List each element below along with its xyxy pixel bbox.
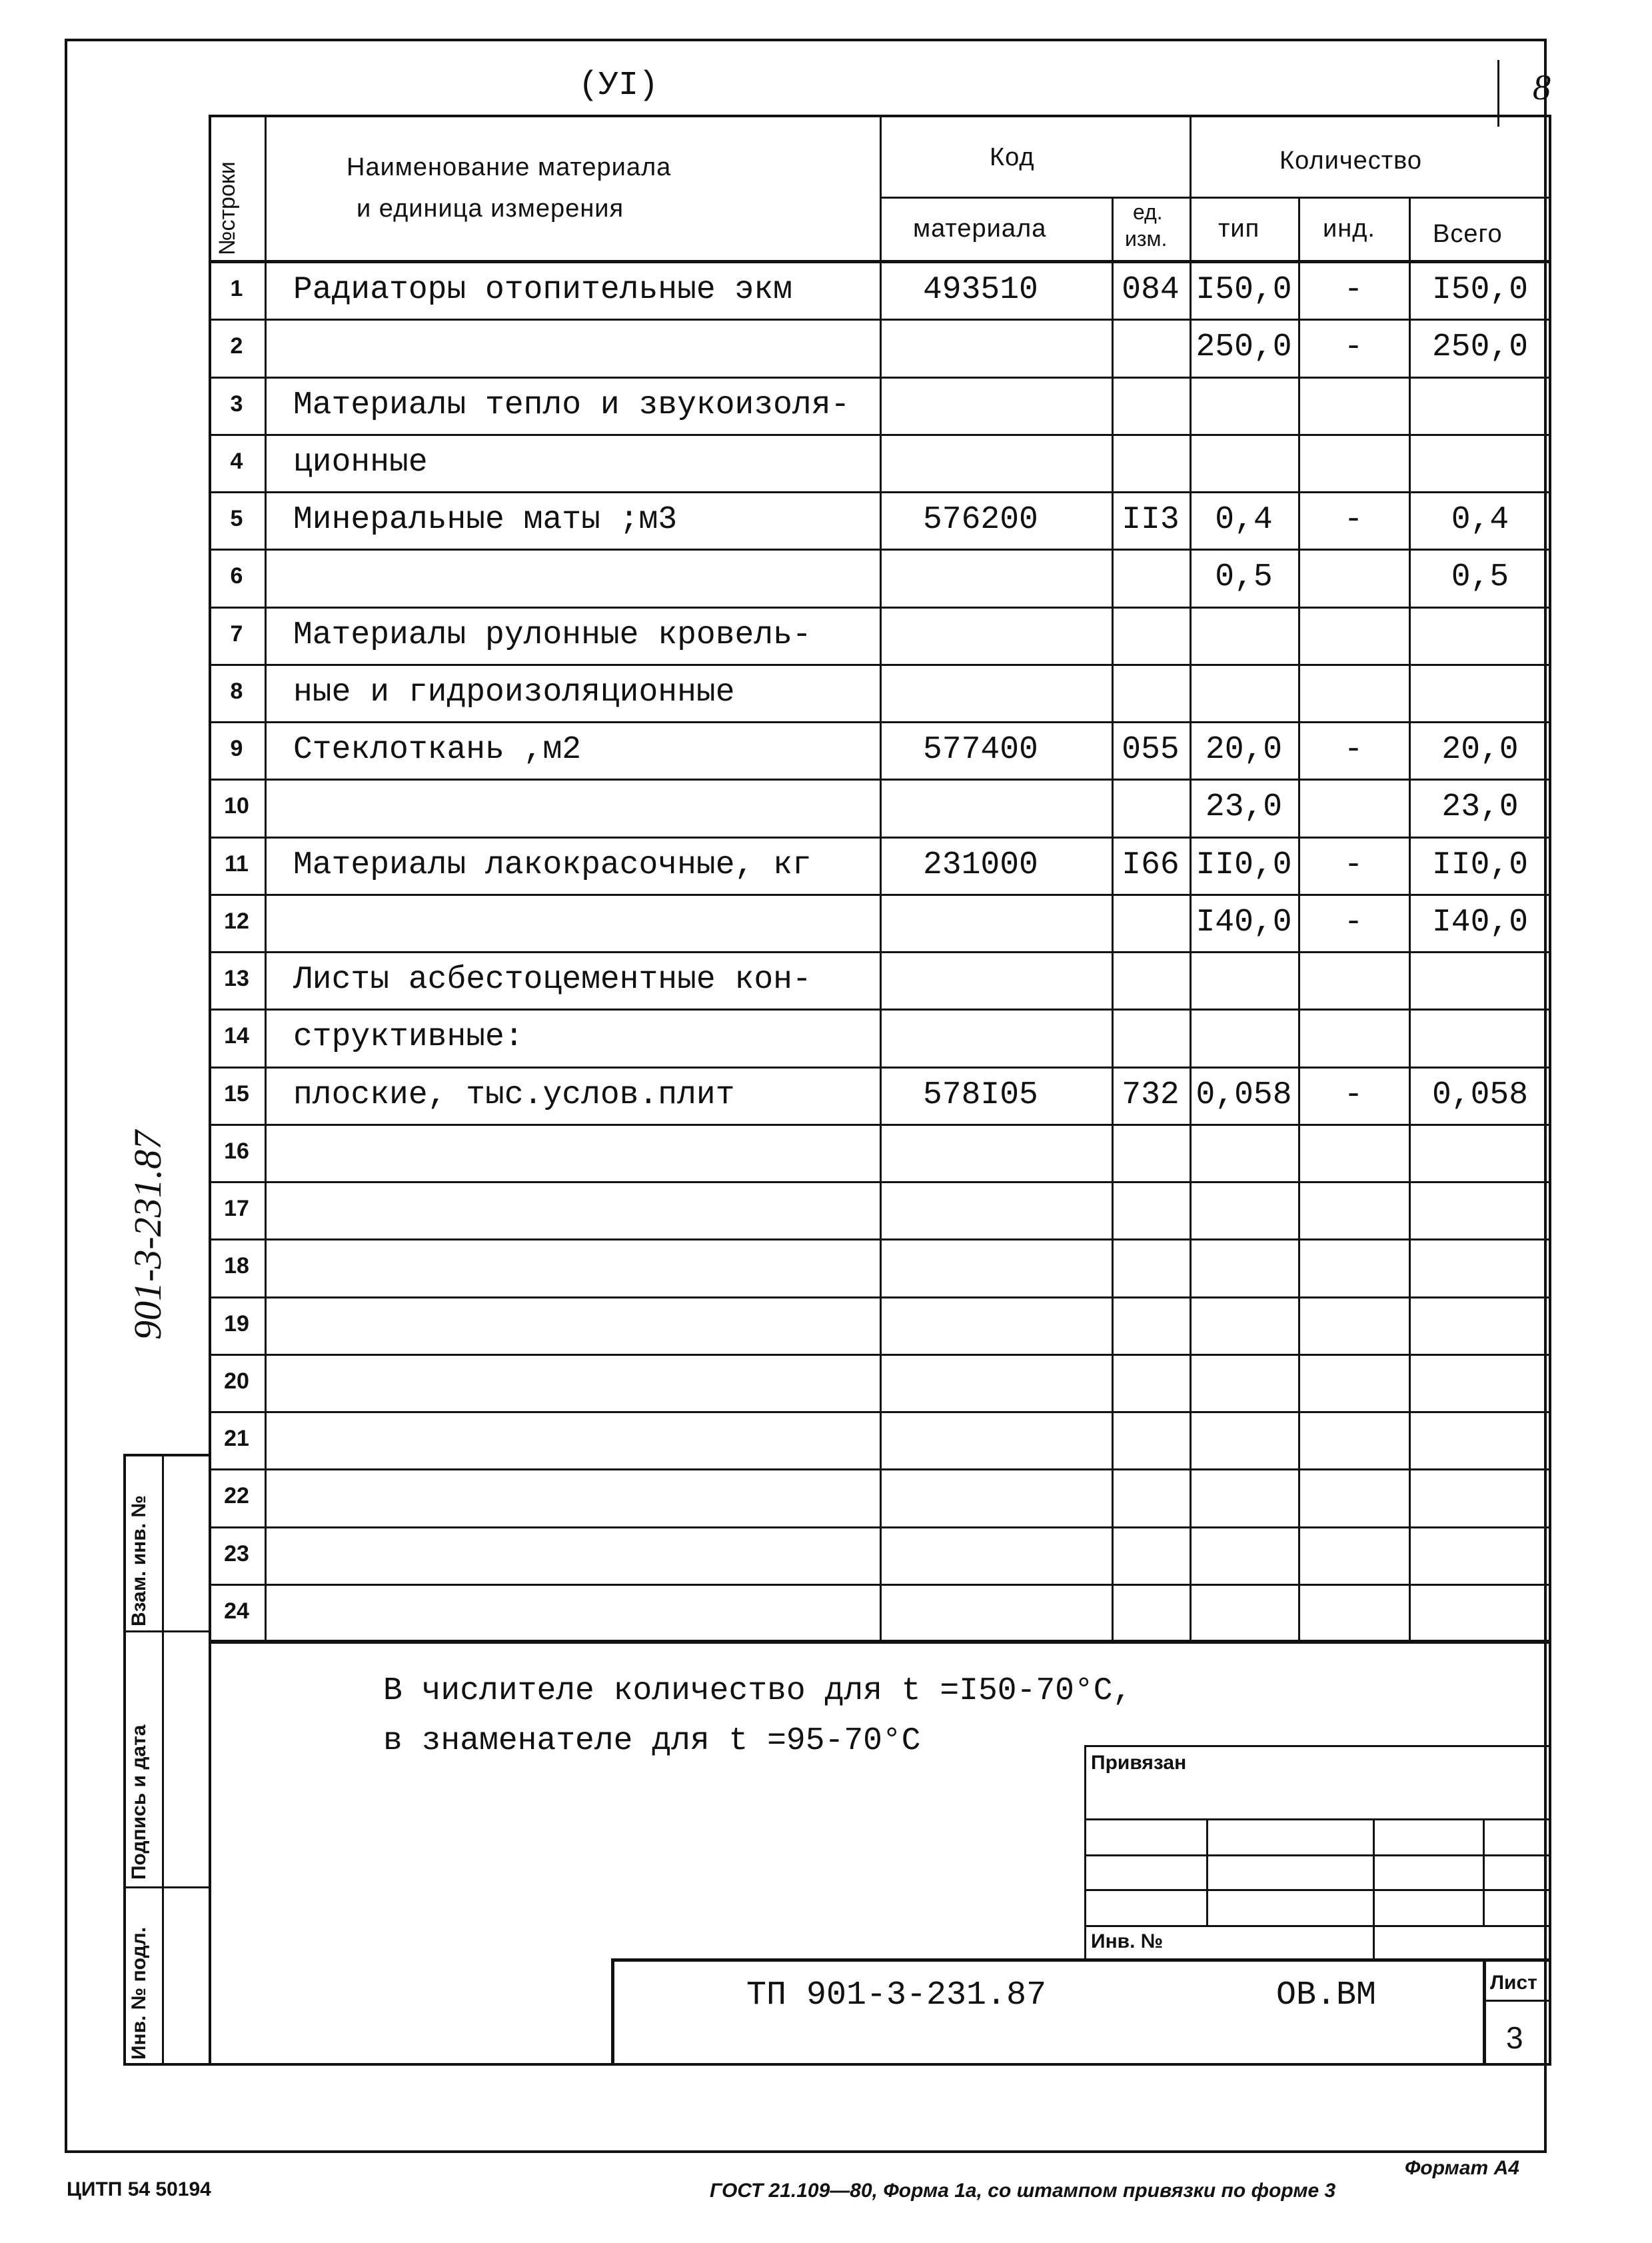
cell-total: 250,0 xyxy=(1431,329,1529,366)
header-code: Код xyxy=(990,143,1035,171)
row-number: 5 xyxy=(230,506,243,531)
cell-total: 23,0 xyxy=(1441,789,1519,826)
header-unit-1: ед. xyxy=(1133,200,1163,224)
side-inv-podl: Инв. № подл. xyxy=(128,1926,150,2060)
cell-name: Материалы лакокрасочные, кг xyxy=(293,847,812,883)
cell-ind: - xyxy=(1343,847,1363,883)
row-line xyxy=(209,319,1551,321)
row-number: 22 xyxy=(224,1483,249,1509)
row-line xyxy=(209,721,1551,723)
header-row-no: №строки xyxy=(215,161,240,255)
cell-code: 231000 xyxy=(923,847,1038,883)
row-line xyxy=(209,1067,1551,1069)
cell-name: Материалы тепло и звукоизоля- xyxy=(293,387,850,423)
row-number: 16 xyxy=(224,1138,249,1164)
row-number: 3 xyxy=(230,391,243,417)
note-line-1: В числителе количество для t =I50-70°C, xyxy=(383,1673,1132,1709)
stamp-line-1 xyxy=(1084,1818,1551,1820)
row-number: 2 xyxy=(230,333,243,359)
cell-total: 0,5 xyxy=(1451,559,1509,596)
row-number: 7 xyxy=(230,621,243,647)
row-line xyxy=(209,377,1551,379)
cell-type: 0,058 xyxy=(1196,1077,1292,1113)
row-number: 15 xyxy=(224,1081,249,1107)
header-unit-2: изм. xyxy=(1125,227,1168,251)
cell-name: плоские, тыс.услов.плит xyxy=(293,1077,735,1113)
cell-name: Стеклоткань ,м2 xyxy=(293,732,582,768)
cell-name: ные и гидроизоляционные xyxy=(293,674,735,711)
cell-ind: - xyxy=(1343,502,1363,538)
cell-total: I40,0 xyxy=(1431,904,1529,941)
row-number: 24 xyxy=(224,1598,249,1624)
title-block-left xyxy=(611,1958,614,2066)
cell-type: 250,0 xyxy=(1196,329,1292,366)
row-line xyxy=(209,1238,1551,1240)
row-number: 4 xyxy=(230,448,243,474)
cell-ind: - xyxy=(1343,329,1363,366)
row-number: 17 xyxy=(224,1196,249,1221)
row-line xyxy=(209,1584,1551,1586)
row-number: 14 xyxy=(224,1023,249,1049)
title-block-sheet-divider xyxy=(1483,1958,1486,2066)
cell-ind: - xyxy=(1343,272,1363,308)
row-line xyxy=(209,1009,1551,1011)
row-number: 19 xyxy=(224,1310,249,1336)
doc-mark: ОВ.ВМ xyxy=(1276,1976,1377,2014)
row-line xyxy=(209,1124,1551,1126)
row-line xyxy=(209,549,1551,551)
row-line xyxy=(209,491,1551,493)
row-line xyxy=(209,1296,1551,1298)
sheet-number: 3 xyxy=(1506,2020,1523,2055)
cell-type: 20,0 xyxy=(1205,732,1283,768)
side-podpis: Подпись и дата xyxy=(128,1724,150,1880)
side-vzam-inv: Взам. инв. № xyxy=(128,1495,150,1626)
row-number: 11 xyxy=(225,851,249,877)
row-line xyxy=(209,434,1551,436)
cell-type: II0,0 xyxy=(1196,847,1292,883)
stamp-inv-no: Инв. № xyxy=(1091,1930,1164,1952)
cell-name: Радиаторы отопительные экм xyxy=(293,272,792,308)
note-line-2: в знаменателе для t =95-70°C xyxy=(383,1723,921,1759)
row-line xyxy=(209,1181,1551,1183)
stamp-line-2 xyxy=(1084,1854,1551,1856)
cell-type: 0,4 xyxy=(1215,502,1273,538)
row-number: 18 xyxy=(224,1253,249,1279)
cell-code: 493510 xyxy=(923,272,1038,308)
cell-name: Листы асбестоцементные кон- xyxy=(293,962,812,998)
header-code-material: материала xyxy=(913,215,1047,243)
row-number: 6 xyxy=(230,563,243,589)
row-number: 23 xyxy=(224,1540,249,1566)
col-line-3 xyxy=(1112,197,1114,1642)
page-number: 8 xyxy=(1533,67,1551,107)
header-type: тип xyxy=(1218,215,1260,243)
cell-name: Материалы рулонные кровель- xyxy=(293,617,812,653)
header-total: Всего xyxy=(1433,220,1503,248)
row-line xyxy=(209,1354,1551,1356)
cell-unit: 732 xyxy=(1122,1077,1180,1113)
row-line xyxy=(209,1411,1551,1413)
cell-code: 577400 xyxy=(923,732,1038,768)
cell-unit: 084 xyxy=(1122,272,1180,308)
stamp-top xyxy=(1084,1745,1551,1747)
cell-name: ционные xyxy=(293,444,428,481)
cell-type: I50,0 xyxy=(1196,272,1292,308)
cell-type: 23,0 xyxy=(1205,789,1283,826)
stamp-privyazan: Привязан xyxy=(1091,1752,1187,1774)
sheet-label: Лист xyxy=(1490,1972,1537,1994)
row-number: 21 xyxy=(224,1426,249,1451)
cell-code: 576200 xyxy=(923,502,1038,538)
side-doc-code: 901-3-231.87 xyxy=(126,1130,169,1340)
cell-type: 0,5 xyxy=(1215,559,1273,596)
col-line-2 xyxy=(880,115,882,1642)
cell-code: 578I05 xyxy=(923,1077,1038,1113)
stamp-line-4 xyxy=(1084,1925,1551,1927)
doc-title: ТП 901-3-231.87 xyxy=(746,1976,1047,2014)
row-line xyxy=(209,837,1551,839)
row-number: 9 xyxy=(230,736,243,761)
cell-name: структивные: xyxy=(293,1019,524,1056)
row-line xyxy=(209,779,1551,781)
cell-total: I50,0 xyxy=(1431,272,1529,308)
row-line xyxy=(209,607,1551,609)
stamp-col-3 xyxy=(1483,1818,1485,1925)
side-strip-line-2 xyxy=(123,1886,211,1888)
row-number: 1 xyxy=(230,276,243,301)
title-block-top xyxy=(611,1958,1551,1962)
title-block-sheet-line xyxy=(1483,2000,1551,2002)
cell-total: II0,0 xyxy=(1431,847,1529,883)
cell-type: I40,0 xyxy=(1196,904,1292,941)
row-line xyxy=(209,664,1551,666)
footer-format: Формат А4 xyxy=(1405,2157,1519,2179)
row-line xyxy=(209,1526,1551,1528)
stamp-col-1 xyxy=(1206,1818,1208,1925)
row-number: 20 xyxy=(224,1368,249,1394)
cell-total: 0,058 xyxy=(1431,1077,1529,1113)
cell-total: 0,4 xyxy=(1451,502,1509,538)
cell-unit: I66 xyxy=(1122,847,1180,883)
footer-org: ЦИТП 54 50194 xyxy=(67,2178,211,2200)
cell-name: Минеральные маты ;м3 xyxy=(293,502,678,538)
row-number: 8 xyxy=(230,678,243,704)
cell-ind: - xyxy=(1343,904,1363,941)
row-line xyxy=(209,1468,1551,1470)
side-strip-divider xyxy=(162,1454,164,2066)
side-strip-line-1 xyxy=(123,1630,211,1632)
section-title: (УI) xyxy=(578,67,659,105)
row-number: 12 xyxy=(224,908,249,934)
header-name-1: Наименование материала xyxy=(347,153,672,181)
stamp-line-3 xyxy=(1084,1889,1551,1891)
header-ind: инд. xyxy=(1323,215,1375,243)
row-number: 10 xyxy=(224,793,249,819)
row-number: 13 xyxy=(224,966,249,991)
row-line xyxy=(209,894,1551,896)
cell-total: 20,0 xyxy=(1441,732,1519,768)
header-quantity: Количество xyxy=(1279,147,1423,175)
cell-unit: 055 xyxy=(1122,732,1180,768)
cell-ind: - xyxy=(1343,732,1363,768)
stamp-col-2 xyxy=(1373,1818,1375,1958)
cell-unit: II3 xyxy=(1122,502,1180,538)
header-name-2: и единица измерения xyxy=(357,195,624,223)
header-mid-line xyxy=(880,197,1551,199)
footer-gost: ГОСТ 21.109—80, Форма 1а, со штампом привязки по форме 3 xyxy=(710,2180,1336,2202)
cell-ind: - xyxy=(1343,1077,1363,1113)
row-line xyxy=(209,951,1551,953)
col-line-1 xyxy=(265,115,267,1642)
